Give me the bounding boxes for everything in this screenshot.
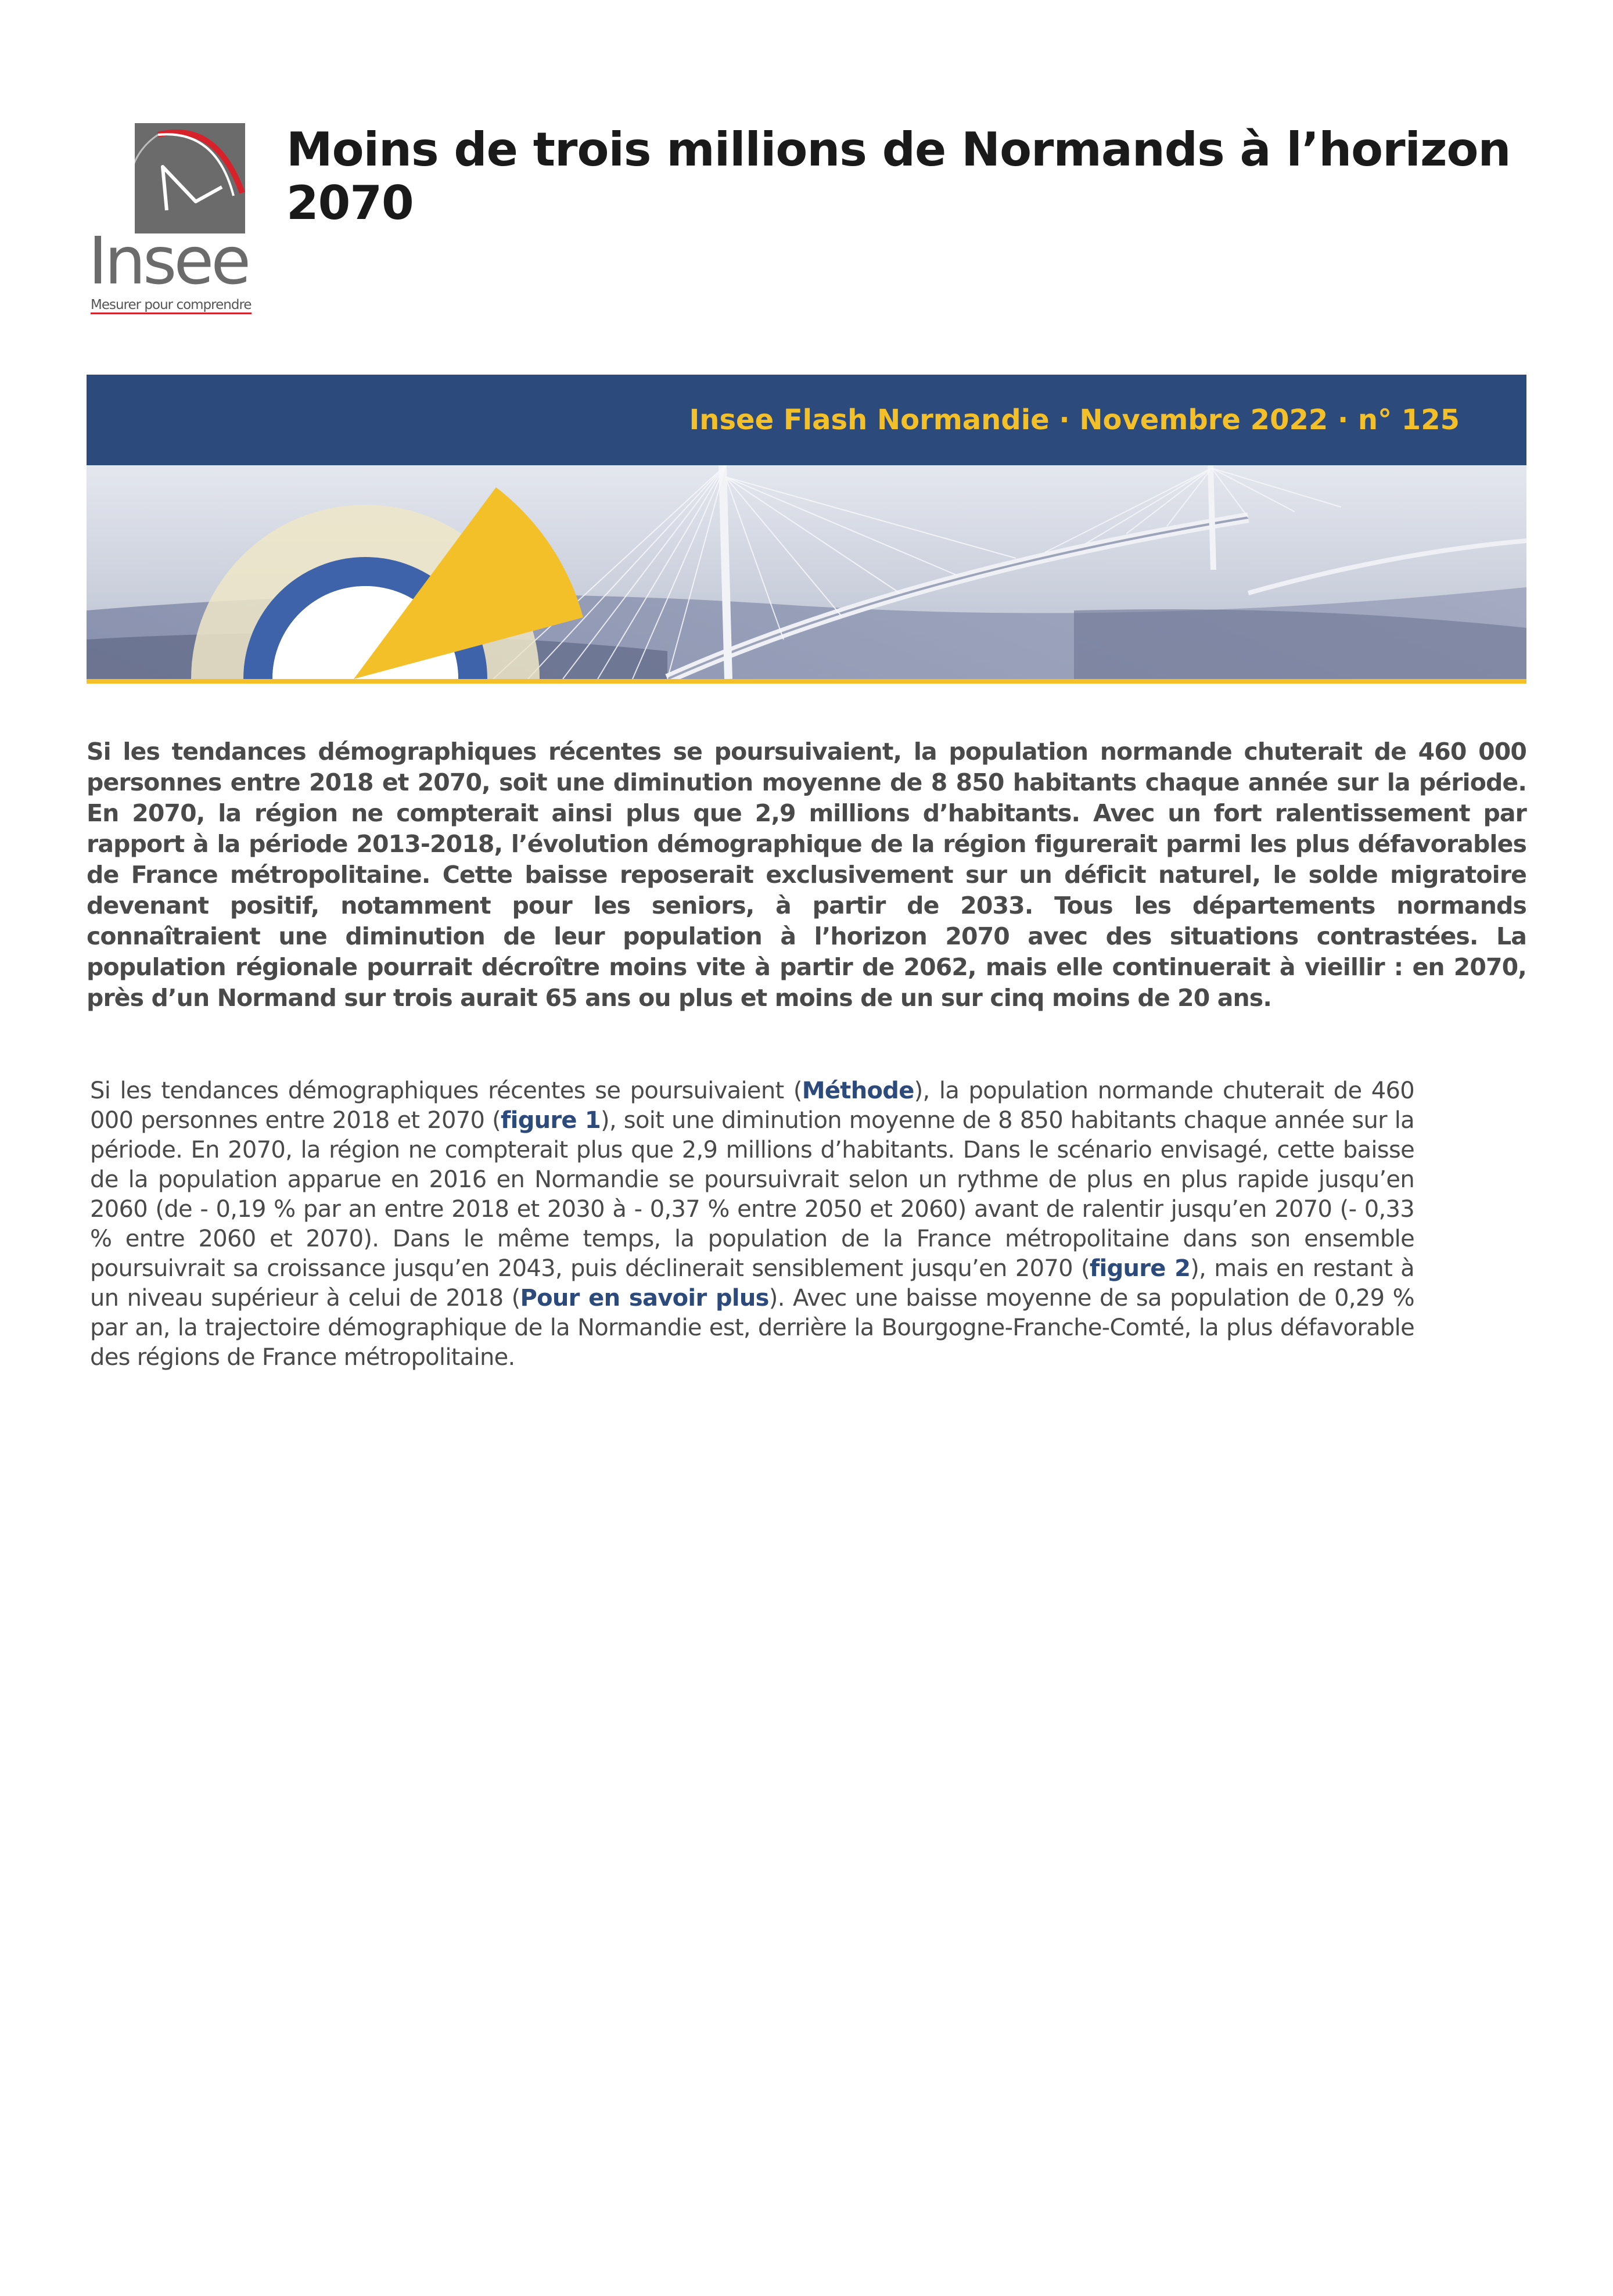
banner-underline (87, 679, 1526, 684)
publication-issue: Insee Flash Normandie · Novembre 2022 · n° 125 (689, 404, 1460, 436)
page-title: Moins de trois millions de Normands à l’horizon 2070 (286, 123, 1511, 230)
body-text-segment: ), mais en restant à un niveau supérieur à celui de 2018 ( (90, 1255, 1414, 1312)
body-text-segment: Si les tendances démographiques récentes se poursuivaient ( (90, 1077, 802, 1104)
figure-1-link[interactable]: figure 1 (500, 1107, 601, 1134)
methode-link[interactable]: Méthode (802, 1077, 914, 1104)
bridge-banner-image (87, 465, 1526, 679)
body-text-segment: ), la population normande chuterait de 460 000 personnes entre 2018 et 2070 ( (90, 1077, 1415, 1134)
insee-logo (88, 123, 252, 312)
pour-en-savoir-plus-link[interactable]: Pour en savoir plus (520, 1285, 769, 1312)
body-text-segment: ). Avec une baisse moyenne de sa population de 0,29 % par an, la trajectoire démographique de la Normandie est, derrière la Bourgogne-Franche-Comté, la plus défavorable des régions de France métropolitaine. (90, 1285, 1414, 1371)
body-paragraph (90, 1076, 1414, 1372)
insee-tagline: Mesurer pour comprendre (91, 297, 252, 314)
publication-banner (87, 375, 1526, 684)
insee-wordmark: Insee (88, 224, 249, 299)
banner-header (87, 375, 1526, 465)
lead-paragraph: Si les tendances démographiques récentes se poursuivaient, la population normande chuterait de 460 000 personnes entre 2018 et 2070, soit une diminution moyenne de 8 850 habitants chaque année sur la période. En 2070, la région ne compterait ainsi plus que 2,9 millions d’habitants. Avec un fort ralentissement par rapport à la période 2013-2018, l’évolution démographique de la région figurerait parmi les plus défavorables de France métropolitaine. Cette baisse reposerait exclusivement sur un déficit naturel, le solde migratoire devenant positif, notamment pour les seniors, à partir de 2033. Tous les départements normands connaîtraient une diminution de leur population à l’horizon 2070 avec des situations contrastées. La population régionale pourrait décroître moins vite à partir de 2062, mais elle continuerait à vieillir : en 2070, près d’un Normand sur trois aurait 65 ans ou plus et moins de un sur cinq moins de 20 ans. (87, 738, 1526, 1012)
insee-logo-mark (135, 123, 245, 233)
figure-2-link[interactable]: figure 2 (1089, 1255, 1191, 1282)
body-text-segment: ), soit une diminution moyenne de 8 850 habitants chaque année sur la période. En 2070, la région ne compterait plus que 2,9 millions d’habitants. Dans le scénario envisagé, cette baisse de la population apparue en 2016 en Normandie se poursuivrait selon un rythme de plus en plus rapide jusqu’en 2060 (de - 0,19 % par an entre 2018 et 2030 à - 0,37 % entre 2050 et 2060) avant de ralentir jusqu’en 2070 (- 0,33 % entre 2060 et 2070). Dans le même temps, la population de la France métropolitaine dans son ensemble poursuivrait sa croissance jusqu’en 2043, puis déclinerait sensiblement jusqu’en 2070 ( (90, 1107, 1414, 1282)
